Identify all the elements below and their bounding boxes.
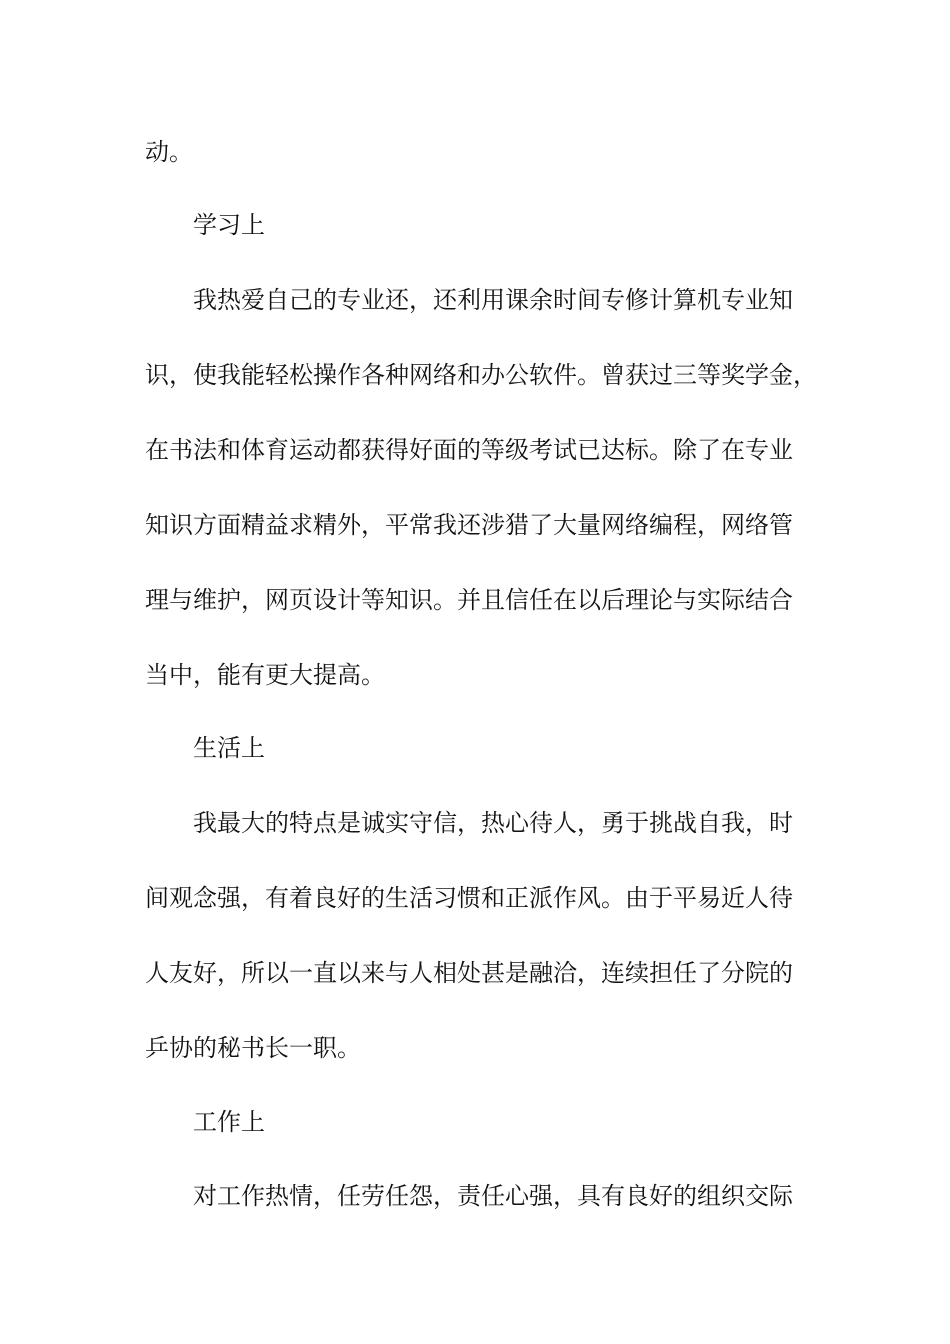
work-paragraph-line: 对工作热情，任劳任怨，责任心强，具有良好的组织交际: [193, 1182, 793, 1210]
study-paragraph-line: 我热爱自己的专业还，还利用课余时间专修计算机专业知: [193, 286, 793, 314]
section-heading-life: 生活上: [193, 734, 265, 762]
section-heading-study: 学习上: [193, 211, 265, 239]
study-paragraph-line: 在书法和体育运动都获得好面的等级考试已达标。除了在专业: [145, 436, 793, 464]
study-paragraph-line: 理与维护，网页设计等知识。并且信任在以后理论与实际结合: [145, 586, 793, 614]
section-heading-work: 工作上: [193, 1108, 265, 1136]
life-paragraph-line: 间观念强，有着良好的生活习惯和正派作风。由于平易近人待: [145, 884, 793, 912]
study-paragraph-line: 当中，能有更大提高。: [145, 661, 385, 689]
study-paragraph-line: 识，使我能轻松操作各种网络和办公软件。曾获过三等奖学金，: [145, 361, 817, 389]
paragraph-continuation: 动。: [145, 138, 193, 166]
life-paragraph-line: 我最大的特点是诚实守信，热心待人，勇于挑战自我，时: [193, 809, 793, 837]
life-paragraph-line: 乒协的秘书长一职。: [145, 1034, 361, 1062]
life-paragraph-line: 人友好，所以一直以来与人相处甚是融洽，连续担任了分院的: [145, 959, 793, 987]
study-paragraph-line: 知识方面精益求精外，平常我还涉猎了大量网络编程，网络管: [145, 511, 793, 539]
